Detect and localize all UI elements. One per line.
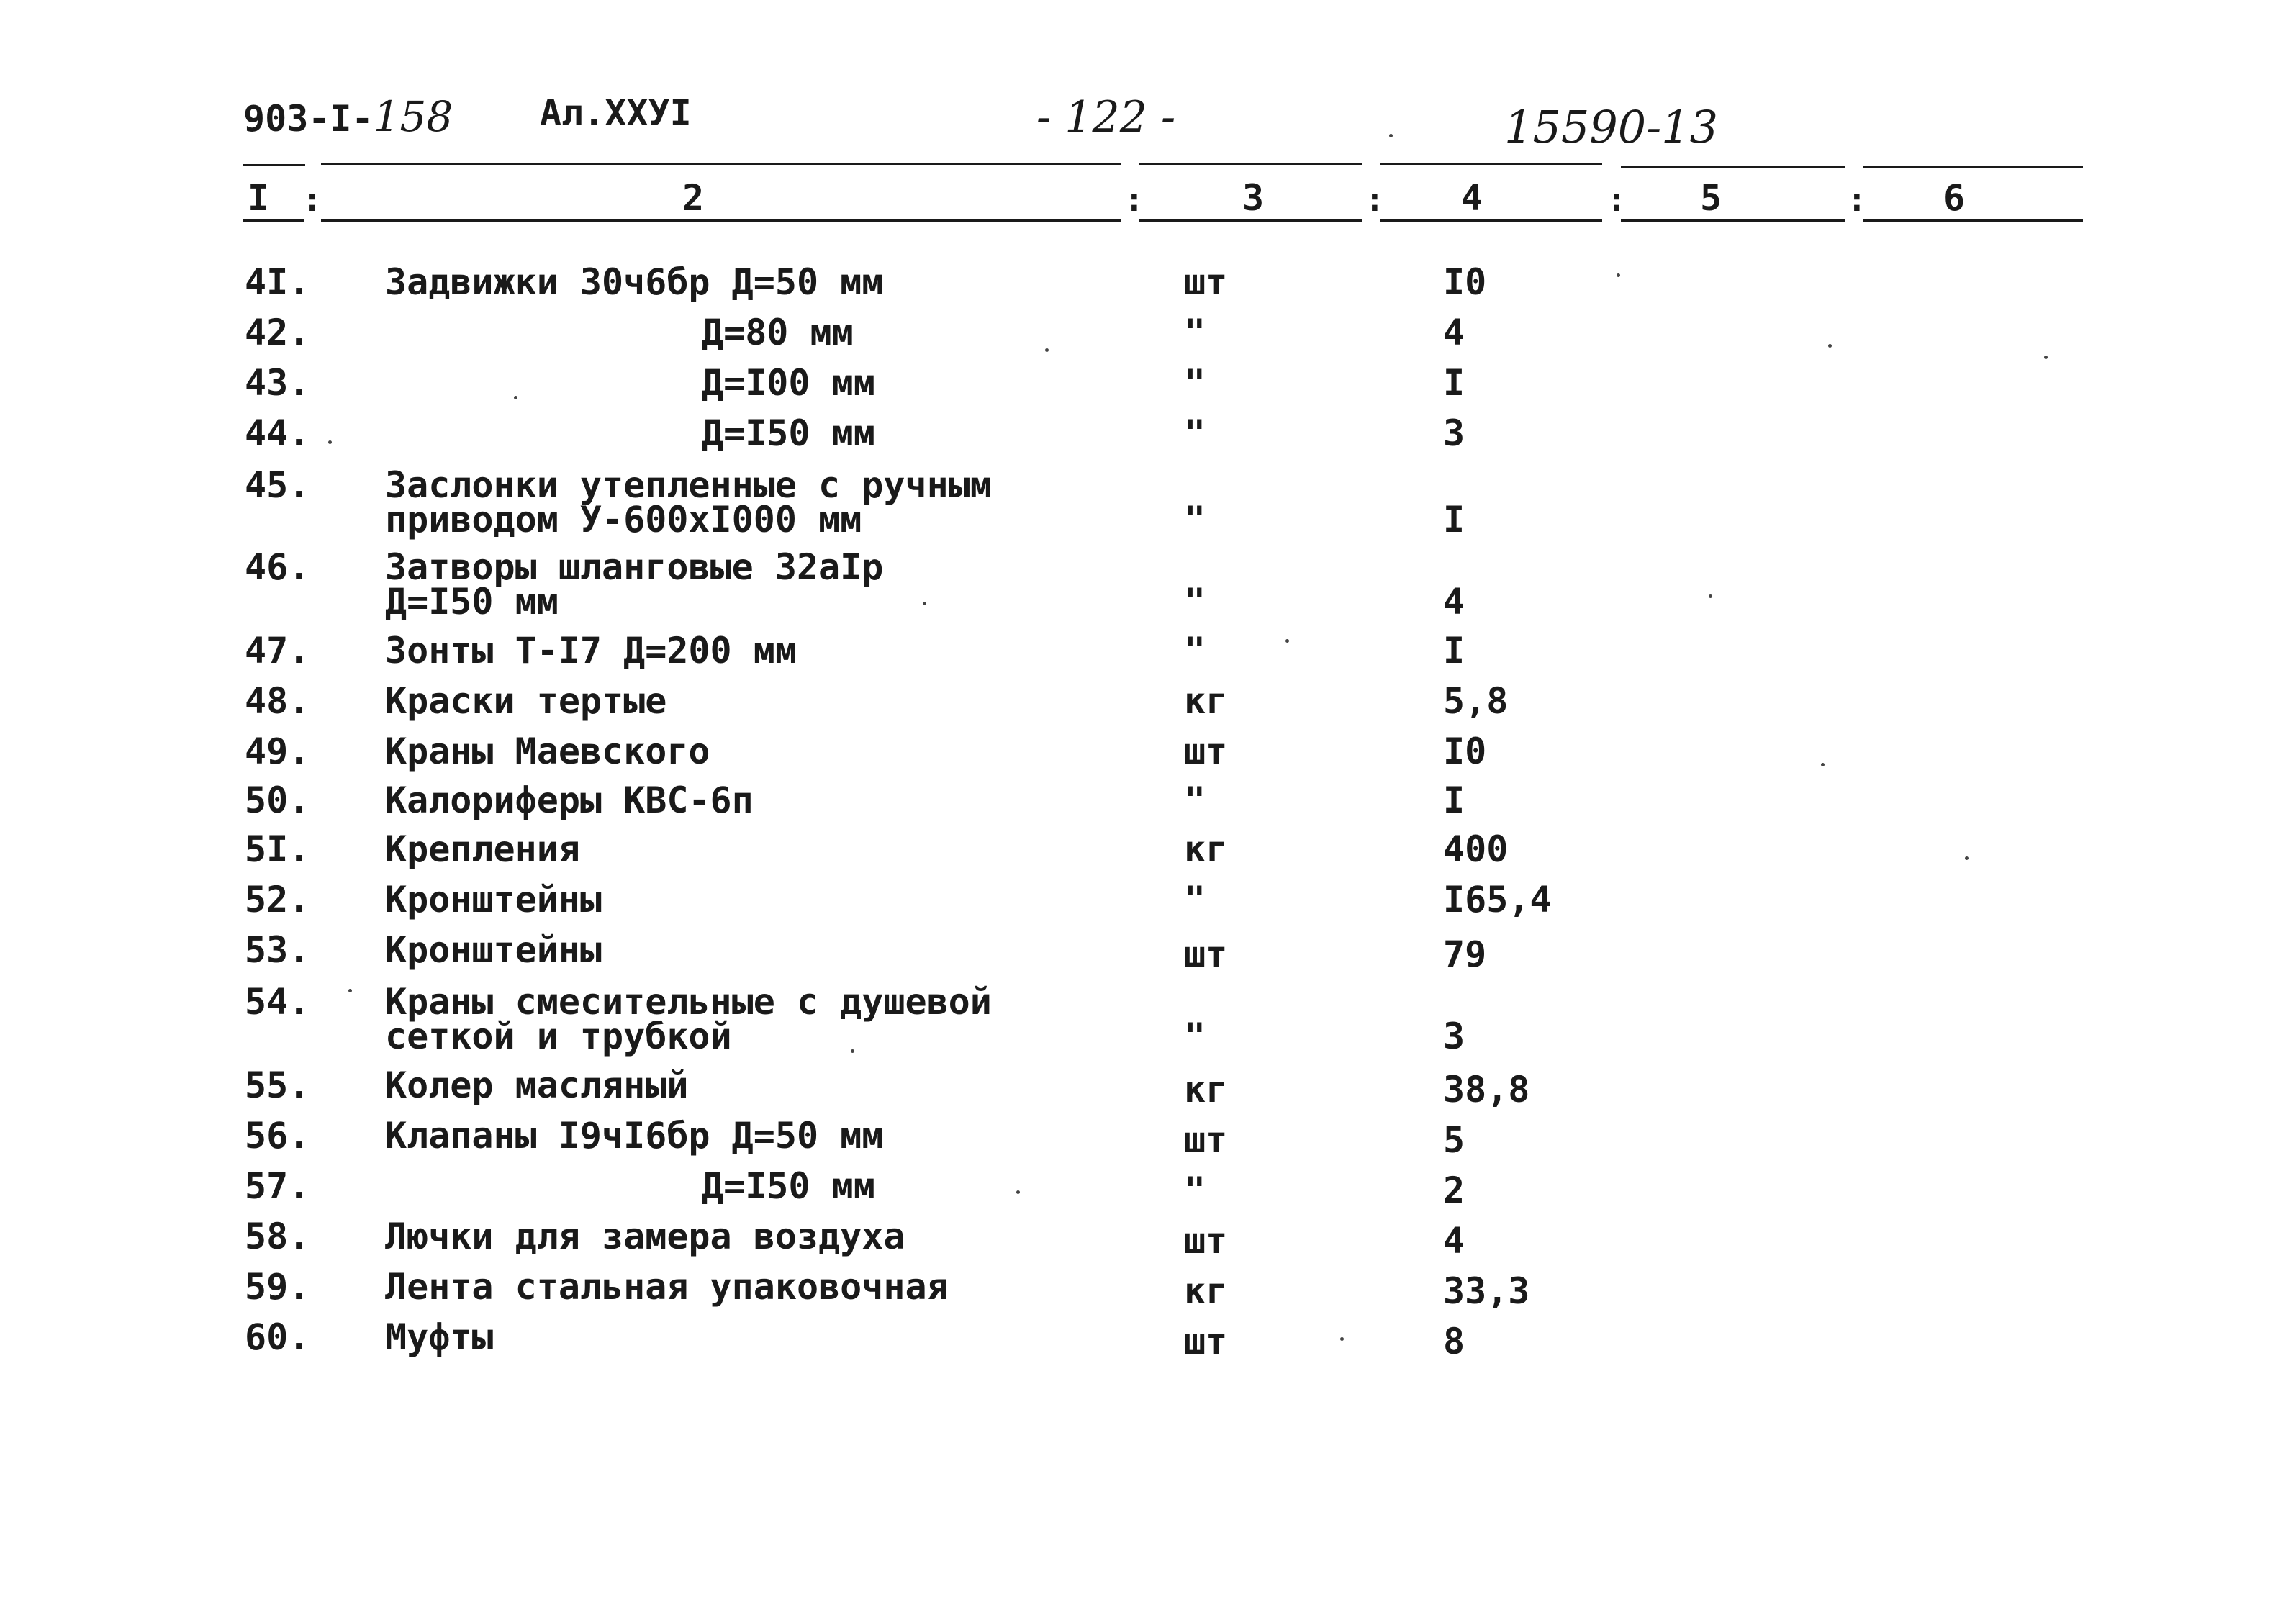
row-name-line: Д=I50 мм: [702, 1165, 875, 1207]
row-unit: шт: [1184, 1220, 1228, 1262]
row-unit: шт: [1184, 261, 1228, 303]
column-separator: :: [1847, 180, 1867, 219]
row-name: [385, 879, 602, 920]
row-name-line: Краны Маевского: [385, 730, 710, 772]
scan-speck: [1389, 134, 1393, 137]
row-unit: шт: [1184, 730, 1228, 772]
column-number: 3: [1242, 177, 1265, 219]
row-number: 42.: [245, 312, 310, 353]
row-name: [385, 1115, 884, 1157]
row-unit: кг: [1184, 1270, 1228, 1312]
row-number: 52.: [245, 879, 310, 920]
scan-speck: [514, 396, 517, 399]
row-name: [385, 1316, 494, 1358]
row-name: [702, 412, 875, 454]
rule-top: [1139, 163, 1362, 165]
row-name-line: Лючки для замера воздуха: [385, 1216, 905, 1257]
row-quantity: I: [1443, 362, 1465, 404]
row-name-line: Колер масляный: [385, 1064, 689, 1106]
row-unit: ": [1184, 779, 1206, 821]
row-name: [385, 779, 754, 821]
column-separator: :: [1606, 180, 1627, 219]
row-quantity: I: [1443, 630, 1465, 671]
row-name: [385, 1216, 905, 1257]
row-number: 45.: [245, 464, 310, 506]
row-name: [385, 261, 884, 303]
document-code-printed: 903-I-: [243, 98, 374, 140]
row-quantity: 8: [1443, 1321, 1465, 1362]
row-quantity: 2: [1443, 1170, 1465, 1211]
row-name: [702, 362, 875, 404]
scan-speck: [1340, 1337, 1344, 1341]
row-number: 43.: [245, 362, 310, 404]
scan-speck: [348, 989, 352, 992]
row-name-line: Краски тертые: [385, 680, 667, 722]
row-quantity: 5,8: [1443, 680, 1509, 722]
rule-header-bottom: [1380, 219, 1602, 222]
column-number: 6: [1943, 177, 1966, 219]
scan-speck: [1016, 1190, 1020, 1194]
row-name-line: Д=I00 мм: [702, 362, 875, 404]
row-number: 56.: [245, 1115, 310, 1157]
row-number: 4I.: [245, 261, 310, 303]
row-unit: шт: [1184, 1321, 1228, 1362]
row-name-line: Заслонки утепленные с ручным: [385, 464, 992, 506]
row-name: [702, 1165, 875, 1207]
row-quantity: 4: [1443, 1220, 1465, 1262]
row-number: 60.: [245, 1316, 310, 1358]
row-quantity: 5: [1443, 1119, 1465, 1161]
scan-speck: [1709, 594, 1712, 598]
column-separator: :: [1365, 180, 1385, 219]
scan-speck: [1285, 639, 1289, 643]
rule-header-bottom: [1139, 219, 1362, 222]
row-name: [385, 730, 710, 772]
scan-speck: [1045, 348, 1049, 352]
row-number: 50.: [245, 779, 310, 821]
rule-header-bottom: [243, 219, 304, 222]
row-name-line: Д=80 мм: [702, 312, 854, 353]
row-name-line: Калориферы КВС-6п: [385, 779, 754, 821]
row-name: [385, 929, 602, 971]
row-unit: ": [1184, 1015, 1206, 1057]
column-number: 2: [682, 177, 705, 219]
row-name-line: Муфты: [385, 1316, 494, 1358]
row-quantity: 3: [1443, 1015, 1465, 1057]
row-name: [385, 464, 992, 540]
scan-speck: [851, 1049, 854, 1053]
row-quantity: 400: [1443, 828, 1509, 870]
rule-top: [243, 164, 305, 166]
row-quantity: 4: [1443, 581, 1465, 623]
row-number: 59.: [245, 1266, 310, 1308]
row-quantity: 38,8: [1443, 1069, 1530, 1110]
row-number: 55.: [245, 1064, 310, 1106]
row-number: 53.: [245, 929, 310, 971]
row-unit: кг: [1184, 828, 1228, 870]
rule-header-bottom: [1621, 219, 1845, 222]
row-name: [385, 630, 797, 671]
row-quantity: I0: [1443, 730, 1487, 772]
scan-speck: [2044, 356, 2048, 359]
row-name-line: Затворы шланговые 32аIр: [385, 546, 884, 588]
row-number: 57.: [245, 1165, 310, 1207]
row-unit: ": [1184, 412, 1206, 454]
column-number: 5: [1700, 177, 1722, 219]
rule-header-bottom: [1863, 219, 2083, 222]
row-name: [385, 981, 992, 1057]
rule-top: [1863, 166, 2083, 168]
row-unit: ": [1184, 581, 1206, 623]
album-label: Ал.XXУI: [540, 92, 692, 134]
row-name-line: Зонты Т-I7 Д=200 мм: [385, 630, 797, 671]
row-number: 49.: [245, 730, 310, 772]
row-name-line: Краны смесительные с душевой: [385, 981, 992, 1023]
row-name-line: Д=I50 мм: [702, 412, 875, 454]
row-number: 47.: [245, 630, 310, 671]
row-name-line: Крепления: [385, 828, 580, 870]
row-name: [385, 546, 884, 623]
row-unit: ": [1184, 499, 1206, 540]
column-number: I: [248, 177, 270, 219]
row-quantity: 33,3: [1443, 1270, 1530, 1312]
row-name: [702, 312, 854, 353]
row-quantity: 3: [1443, 412, 1465, 454]
row-name-line: Д=I50 мм: [385, 581, 559, 623]
row-name-line: сеткой и трубкой: [385, 1015, 732, 1057]
row-unit: ": [1184, 879, 1206, 920]
row-quantity: 4: [1443, 312, 1465, 353]
row-unit: ": [1184, 1170, 1206, 1211]
page-number: - 122 -: [1036, 92, 1176, 142]
row-unit: шт: [1184, 1119, 1228, 1161]
scan-speck: [923, 602, 926, 605]
row-name-line: Кронштейны: [385, 879, 602, 920]
row-name: [385, 1064, 689, 1106]
column-separator: :: [302, 180, 322, 219]
row-name-line: Задвижки 30ч6бр Д=50 мм: [385, 261, 884, 303]
row-quantity: I0: [1443, 261, 1487, 303]
row-name: [385, 680, 667, 722]
row-number: 5I.: [245, 828, 310, 870]
row-name: [385, 828, 580, 870]
rule-top: [1621, 166, 1845, 168]
row-quantity: I65,4: [1443, 879, 1552, 920]
row-unit: ": [1184, 630, 1206, 671]
row-quantity: I: [1443, 779, 1465, 821]
row-quantity: 79: [1443, 933, 1487, 975]
row-number: 44.: [245, 412, 310, 454]
row-unit: кг: [1184, 1069, 1228, 1110]
row-number: 48.: [245, 680, 310, 722]
rule-top: [1380, 163, 1602, 165]
rule-header-bottom: [321, 219, 1121, 222]
row-number: 54.: [245, 981, 310, 1023]
row-number: 58.: [245, 1216, 310, 1257]
scan-speck: [1828, 344, 1832, 348]
row-quantity: I: [1443, 499, 1465, 540]
scan-speck: [328, 440, 332, 444]
column-number: 4: [1461, 177, 1483, 219]
row-unit: ": [1184, 362, 1206, 404]
column-separator: :: [1124, 180, 1144, 219]
row-unit: шт: [1184, 933, 1228, 975]
row-unit: кг: [1184, 680, 1228, 722]
row-name-line: Клапаны I9чI6бр Д=50 мм: [385, 1115, 884, 1157]
row-name-line: приводом У-600хI000 мм: [385, 499, 862, 540]
scan-speck: [1965, 856, 1969, 860]
scan-speck: [1617, 273, 1620, 277]
document-code: [243, 92, 453, 141]
row-name-line: Кронштейны: [385, 929, 602, 971]
row-unit: ": [1184, 312, 1206, 353]
rule-top: [321, 163, 1121, 165]
scan-speck: [1821, 763, 1825, 766]
project-number: 15590-13: [1504, 101, 1719, 153]
row-name-line: Лента стальная упаковочная: [385, 1266, 949, 1308]
row-number: 46.: [245, 546, 310, 588]
document-code-handwritten: 158: [373, 92, 453, 141]
row-name: [385, 1266, 949, 1308]
